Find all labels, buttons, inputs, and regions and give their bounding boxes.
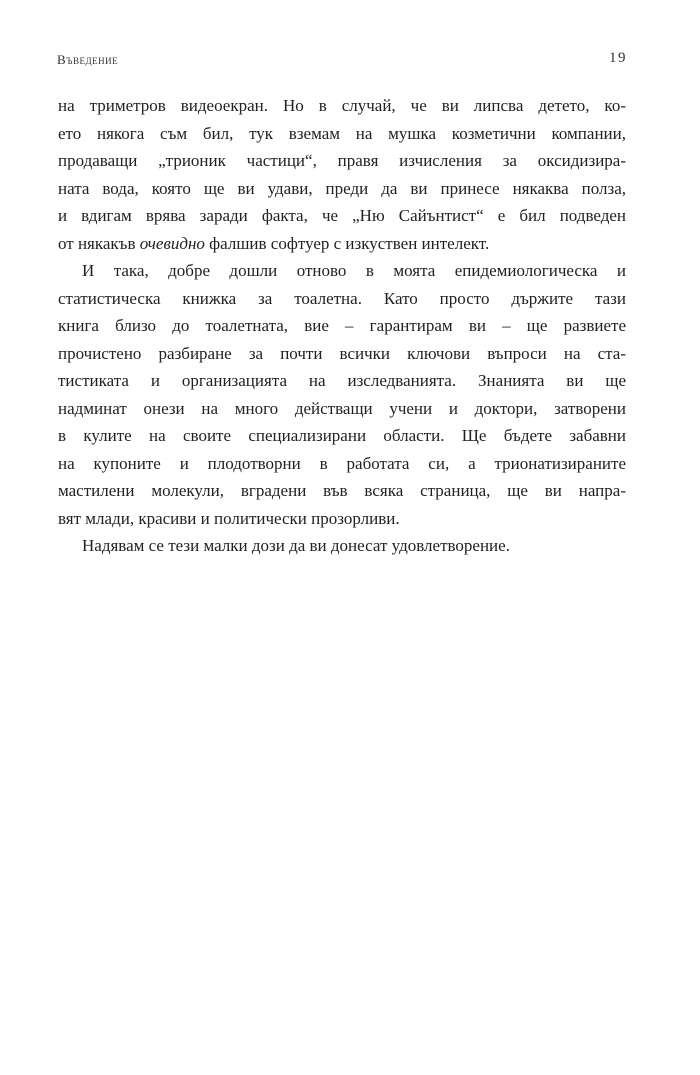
text-segment: фалшив софтуер с изкуствен интелект. [204,233,490,253]
paragraph-2-line-9: мастилени молекули, вградени във всяка страница, ще ви напра- [58,481,626,500]
text-segment: от някакъв [58,233,140,253]
paragraph-2-line-1: И така, добре дошли отново в моята епидемиологическа и [82,261,626,280]
paragraph-3-line-1: Надявам се тези малки дози да ви донесат удовлетворение. [82,536,510,555]
paragraph-2-line-4: прочистено разбиране за почти всички ключови въпроси на ста- [58,343,626,363]
paragraph-2-line-2: статистическа книжка за тоалетна. Като просто държите тази [58,288,626,308]
paragraph-1-line-1: на триметров видеоекран. Но в случай, че ви липсва детето, ко- [58,96,626,115]
emphasis-text: очевидно [139,233,205,253]
paragraph-1-line-3: продаващи „трионик частици“, правя изчисления за оксидизира- [58,151,626,170]
paragraph-2-line-3: книга близо до тоалетната, вие – гарантирам ви – ще развиете [58,316,626,335]
running-header-title: Въведение [57,52,119,67]
paragraph-2-line-8: на купоните и плодотворни в работата си, а трионатизираните [58,453,626,473]
paragraph-2-line-7: в кулите на своите специализирани области. Ще бъдете забавни [58,426,626,445]
paragraph-2-line-5: тистиката и организацията на изследванията. Знанията ви ще [58,371,626,390]
paragraph-2-line-6: надминат онези на много действащи учени и доктори, затворени [58,398,626,418]
paragraph-1-line-6 [58,230,626,258]
paragraph-1-line-4: ната вода, която ще ви удави, преди да ви принесе някаква полза, [58,178,626,198]
paragraph-2-line-10: вят млади, красиви и политически прозорливи. [58,508,400,528]
paragraph-1-line-5: и вдигам врява заради факта, че „Ню Сайънтист“ е бил подведен [58,206,626,225]
paragraph-1-line-2: ето някога съм бил, тук вземам на мушка козметични компании, [58,123,626,143]
page-number: 19 [609,50,627,66]
body-text [58,92,626,560]
